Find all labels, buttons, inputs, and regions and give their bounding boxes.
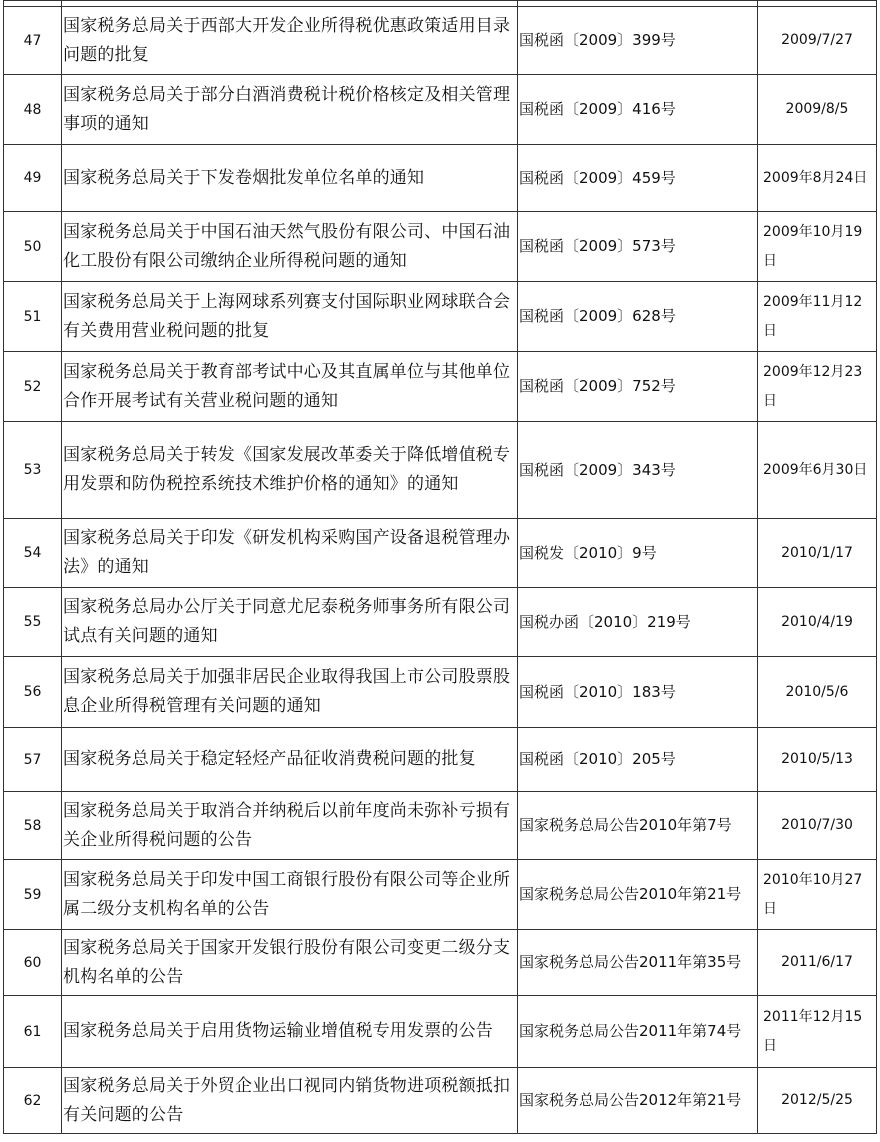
- row-number: 59: [4, 860, 62, 930]
- row-number: 53: [4, 422, 62, 519]
- document-number: 国税函〔2009〕573号: [518, 212, 758, 282]
- document-title: 国家税务总局关于加强非居民企业取得我国上市公司股票股息企业所得税管理有关问题的通知: [62, 657, 518, 728]
- table-row: [4, 75, 877, 145]
- document-title: 国家税务总局关于上海网球系列赛支付国际职业网球联合会有关费用营业税问题的批复: [62, 282, 518, 352]
- document-title: 国家税务总局关于教育部考试中心及其直属单位与其他单位合作开展考试有关营业税问题的通知: [62, 352, 518, 422]
- row-number: 47: [4, 7, 62, 75]
- document-number: 国税函〔2009〕399号: [518, 7, 758, 75]
- issue-date: 2010/1/17: [758, 519, 877, 588]
- document-title: 国家税务总局关于转发《国家发展改革委关于降低增值税专用发票和防伪税控系统技术维护价格的通知》的通知: [62, 422, 518, 519]
- document-title: 国家税务总局关于印发中国工商银行股份有限公司等企业所属二级分支机构名单的公告: [62, 860, 518, 930]
- table-row: [4, 728, 877, 792]
- document-title: 国家税务总局关于取消合并纳税后以前年度尚未弥补亏损有关企业所得税问题的公告: [62, 792, 518, 860]
- document-title: 国家税务总局关于部分白酒消费税计税价格核定及相关管理事项的通知: [62, 75, 518, 145]
- table-row: [4, 519, 877, 588]
- row-number: 60: [4, 930, 62, 996]
- row-number: 50: [4, 212, 62, 282]
- row-number: 49: [4, 145, 62, 212]
- issue-date: 2010/7/30: [758, 792, 877, 860]
- row-number: 58: [4, 792, 62, 860]
- issue-date: 2010/5/6: [758, 657, 877, 728]
- document-number: 国税函〔2009〕343号: [518, 422, 758, 519]
- issue-date: 2009年11月12日: [758, 282, 877, 352]
- issue-date: 2009年10月19日: [758, 212, 877, 282]
- row-number: 51: [4, 282, 62, 352]
- document-title: 国家税务总局关于中国石油天然气股份有限公司、中国石油化工股份有限公司缴纳企业所得税问题的通知: [62, 212, 518, 282]
- document-number: 国税发〔2010〕9号: [518, 519, 758, 588]
- document-number: 国税函〔2009〕628号: [518, 282, 758, 352]
- row-number: 57: [4, 728, 62, 792]
- issue-date: 2011/6/17: [758, 930, 877, 996]
- table-row: [4, 282, 877, 352]
- row-number: 56: [4, 657, 62, 728]
- document-number: 国税函〔2009〕416号: [518, 75, 758, 145]
- table-row: [4, 1068, 877, 1134]
- document-title: 国家税务总局关于下发卷烟批发单位名单的通知: [62, 145, 518, 212]
- issue-date: 2009/8/5: [758, 75, 877, 145]
- regulation-table: [3, 0, 877, 1134]
- table-row: [4, 792, 877, 860]
- document-number: 国税函〔2010〕205号: [518, 728, 758, 792]
- document-title: 国家税务总局关于印发《研发机构采购国产设备退税管理办法》的通知: [62, 519, 518, 588]
- document-title: 国家税务总局关于外贸企业出口视同内销货物进项税额抵扣有关问题的公告: [62, 1068, 518, 1134]
- issue-date: 2009年6月30日: [758, 422, 877, 519]
- document-title: 国家税务总局关于稳定轻烃产品征收消费税问题的批复: [62, 728, 518, 792]
- row-number: 61: [4, 996, 62, 1068]
- row-number: 62: [4, 1068, 62, 1134]
- issue-date: 2010/4/19: [758, 588, 877, 657]
- document-title: 国家税务总局关于国家开发银行股份有限公司变更二级分支机构名单的公告: [62, 930, 518, 996]
- document-number: 国税函〔2009〕752号: [518, 352, 758, 422]
- document-number: 国家税务总局公告2010年第7号: [518, 792, 758, 860]
- issue-date: 2009/7/27: [758, 7, 877, 75]
- issue-date: 2011年12月15日: [758, 996, 877, 1068]
- document-number: 国家税务总局公告2012年第21号: [518, 1068, 758, 1134]
- table-row: [4, 860, 877, 930]
- issue-date: 2012/5/25: [758, 1068, 877, 1134]
- row-number: 54: [4, 519, 62, 588]
- row-number: 48: [4, 75, 62, 145]
- document-number: 国家税务总局公告2011年第74号: [518, 996, 758, 1068]
- table-row: [4, 588, 877, 657]
- table-row: [4, 352, 877, 422]
- document-number: 国家税务总局公告2011年第35号: [518, 930, 758, 996]
- issue-date: 2009年8月24日: [758, 145, 877, 212]
- table-row: [4, 657, 877, 728]
- issue-date: 2010年10月27日: [758, 860, 877, 930]
- document-number: 国税办函〔2010〕219号: [518, 588, 758, 657]
- document-title: 国家税务总局关于启用货物运输业增值税专用发票的公告: [62, 996, 518, 1068]
- issue-date: 2009年12月23日: [758, 352, 877, 422]
- table-row: [4, 212, 877, 282]
- table-row: [4, 7, 877, 75]
- document-title: 国家税务总局办公厅关于同意尤尼泰税务师事务所有限公司试点有关问题的通知: [62, 588, 518, 657]
- row-number: 55: [4, 588, 62, 657]
- issue-date: 2010/5/13: [758, 728, 877, 792]
- table-row: [4, 930, 877, 996]
- document-title: 国家税务总局关于西部大开发企业所得税优惠政策适用目录问题的批复: [62, 7, 518, 75]
- row-number: 52: [4, 352, 62, 422]
- table-row: [4, 145, 877, 212]
- document-number: 国家税务总局公告2010年第21号: [518, 860, 758, 930]
- document-number: 国税函〔2010〕183号: [518, 657, 758, 728]
- table-row: [4, 422, 877, 519]
- table-row: [4, 996, 877, 1068]
- document-number: 国税函〔2009〕459号: [518, 145, 758, 212]
